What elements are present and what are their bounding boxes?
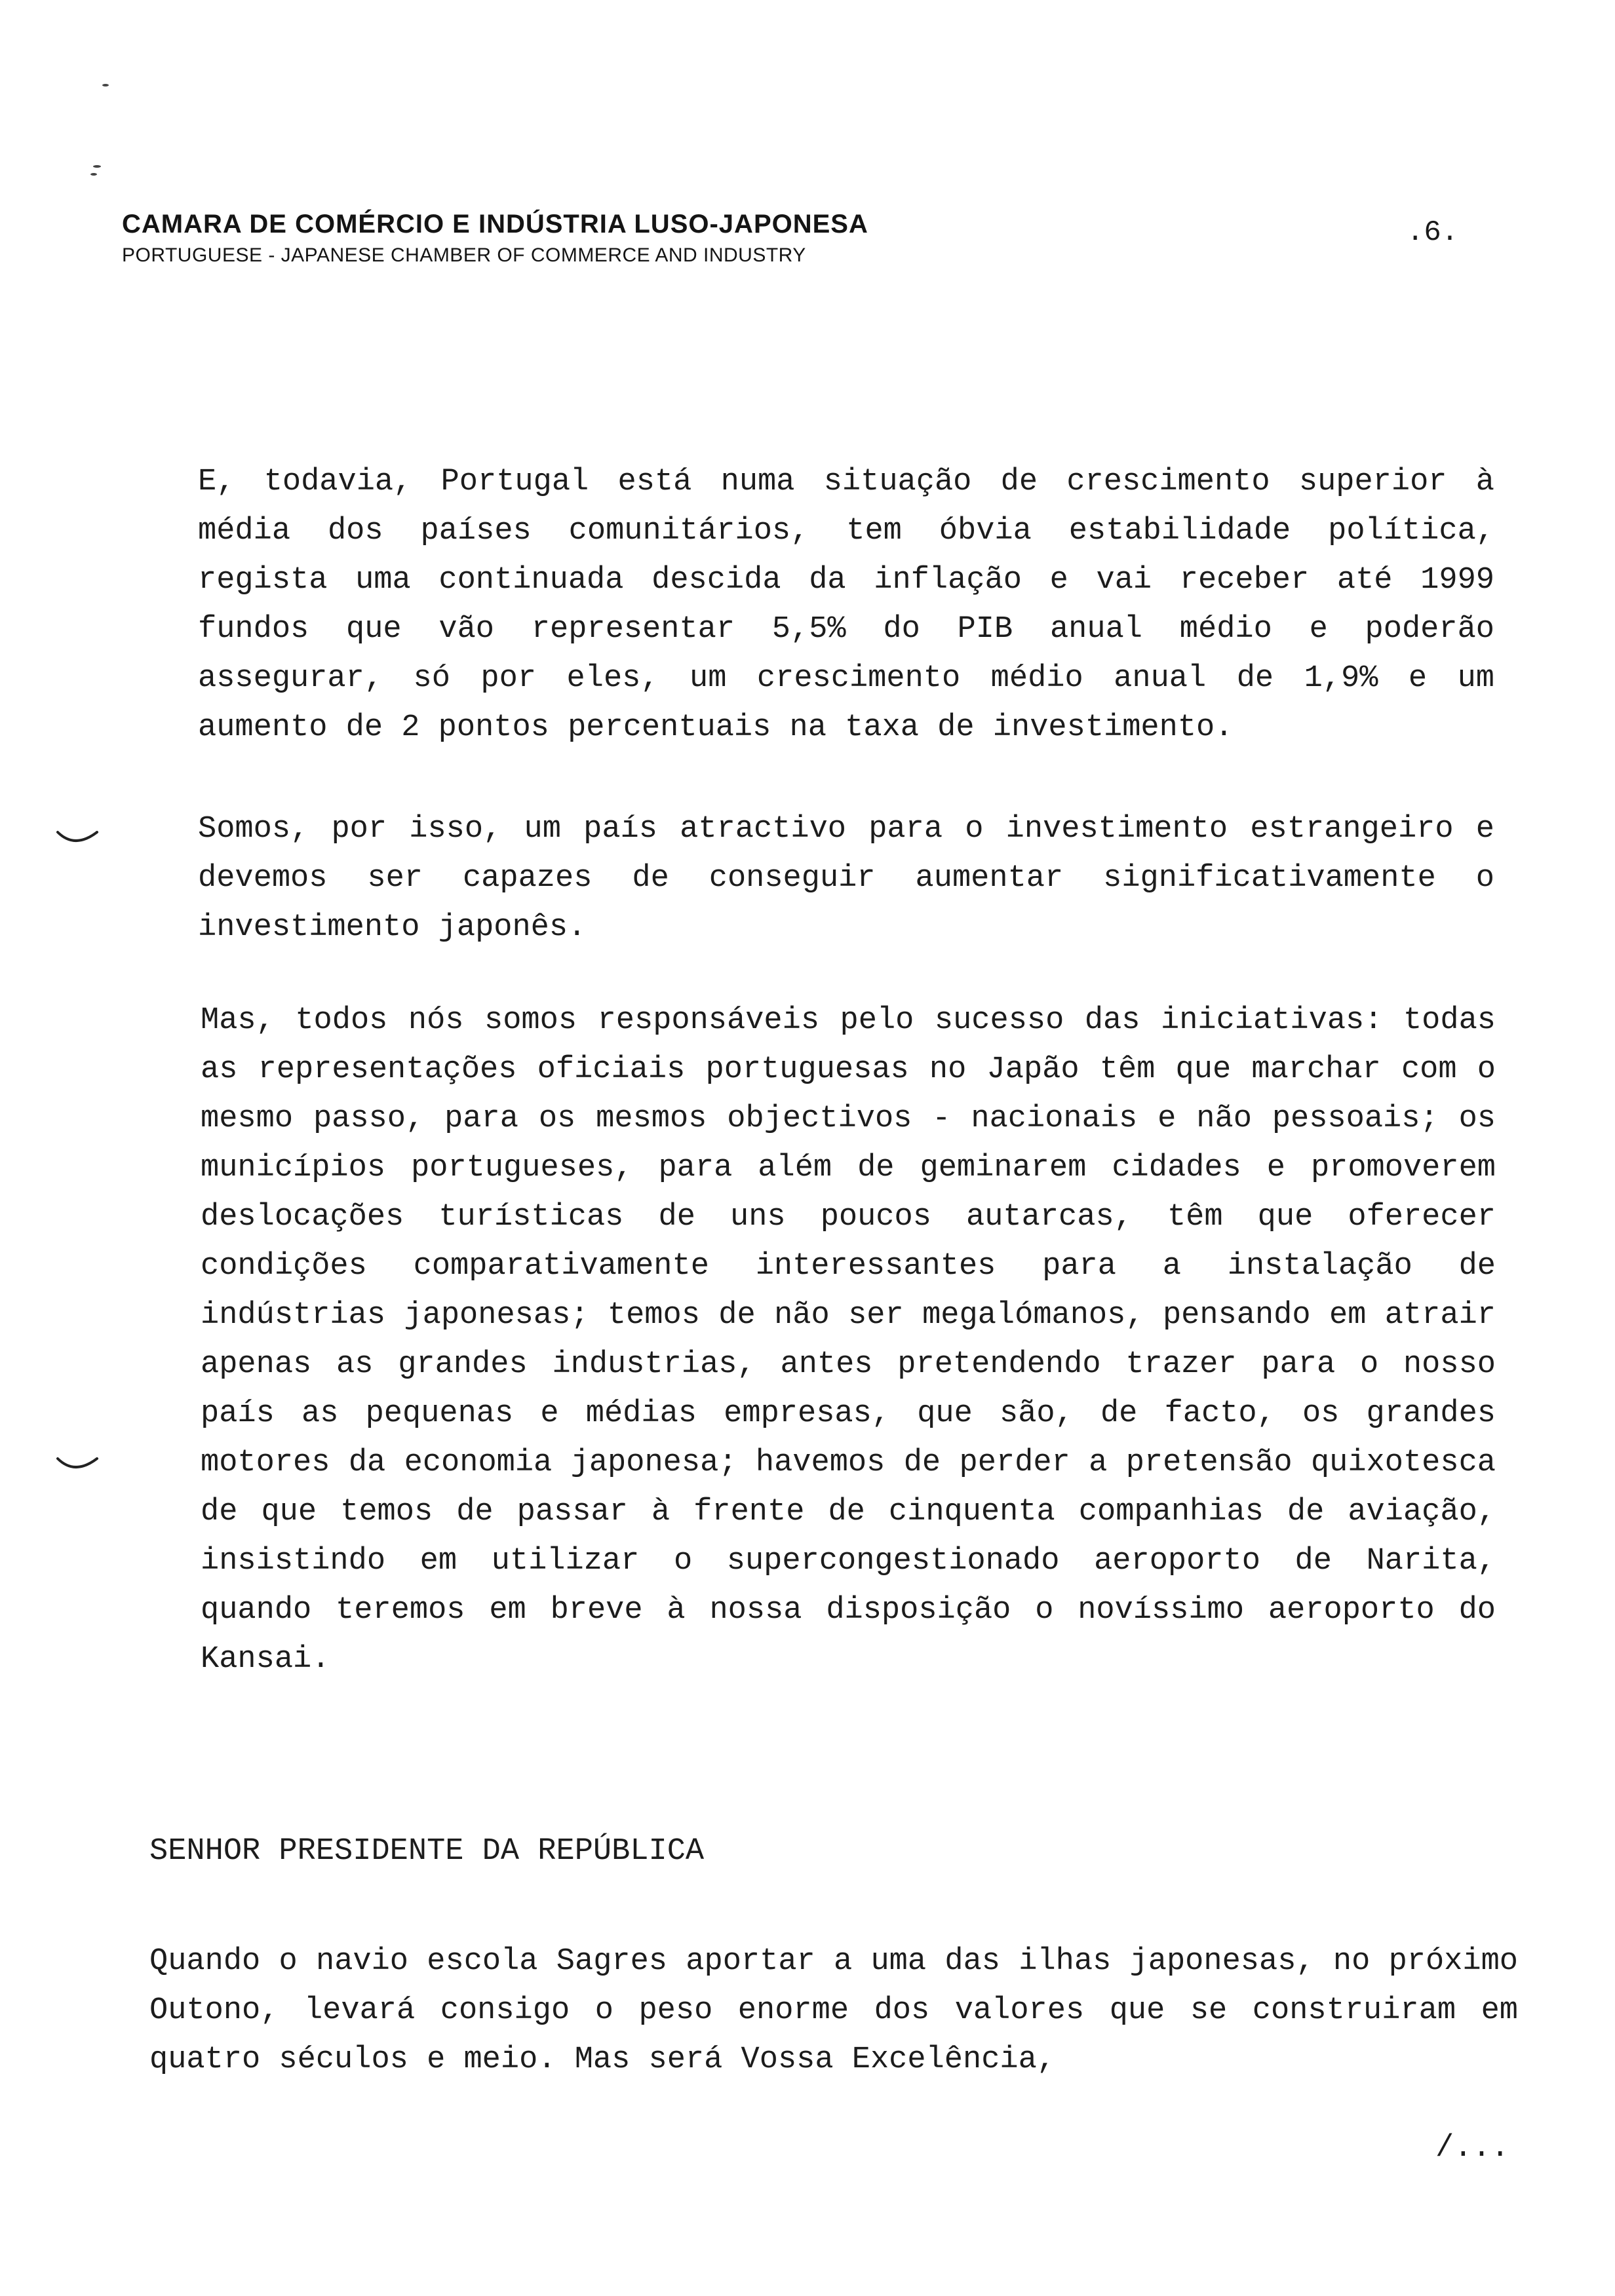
letterhead-title: CAMARA DE COMÉRCIO E INDÚSTRIA LUSO-JAPONESA (122, 210, 868, 239)
paragraph: Mas, todos nós somos responsáveis pelo sucesso das iniciativas: todas as representações oficiais portuguesas no Japão têm que marchar com o mesmo passo, para os mesmos objectivos - nacionais e não pessoais; os municípios portugueses, para além de geminarem cidades e promoverem deslocações turísticas de uns poucos autarcas, têm que oferecer condições comparativamente interessantes para a instalação de indústrias japonesas; temos de não ser megalómanos, pensando em atrair apenas as grandes industrias, antes pretendendo trazer para o nosso país as pequenas e médias empresas, que são, de facto, os grandes motores da economia japonesa; havemos de perder a pretensão quixotesca de que temos de passar à frente de cinquenta companhias de aviação, insistindo em utilizar o supercongestionado aeroporto de Narita, quando teremos em breve à nossa disposição o novíssimo aeroporto do Kansai. (201, 1003, 1496, 1677)
scan-speck (90, 173, 97, 176)
continuation-marker: /... (1435, 2131, 1509, 2166)
page-number: .6. (1407, 216, 1459, 249)
margin-tick-mark (55, 1453, 101, 1480)
paragraph: E, todavia, Portugal está numa situação de crescimento superior à média dos países comunitários, tem óbvia estabilidade política, regista uma continuada descida da inflação e vai receber até 1999 fundos que vão representar 5,5% do PIB anual médio e poderão assegurar, só por eles, um crescimento médio anual de 1,9% e um aumento de 2 pontos percentuais na taxa de investimento. (198, 465, 1494, 745)
letterhead (122, 208, 868, 269)
paragraph: Quando o navio escola Sagres aportar a uma das ilhas japonesas, no próximo Outono, levará consigo o peso enorme dos valores que se construiram em quatro séculos e meio. Mas será Vossa Excelência, (149, 1944, 1518, 2077)
letterhead-subtitle: PORTUGUESE - JAPANESE CHAMBER OF COMMERCE AND INDUSTRY (122, 244, 806, 266)
paragraph: Somos, por isso, um país atractivo para o investimento estrangeiro e devemos ser capazes de conseguir aumentar significativamente o investimento japonês. (198, 812, 1494, 945)
scan-speck (102, 84, 109, 86)
margin-tick-mark (55, 827, 101, 853)
section-heading: SENHOR PRESIDENTE DA REPÚBLICA (149, 1834, 705, 1869)
scan-speck (93, 165, 101, 168)
